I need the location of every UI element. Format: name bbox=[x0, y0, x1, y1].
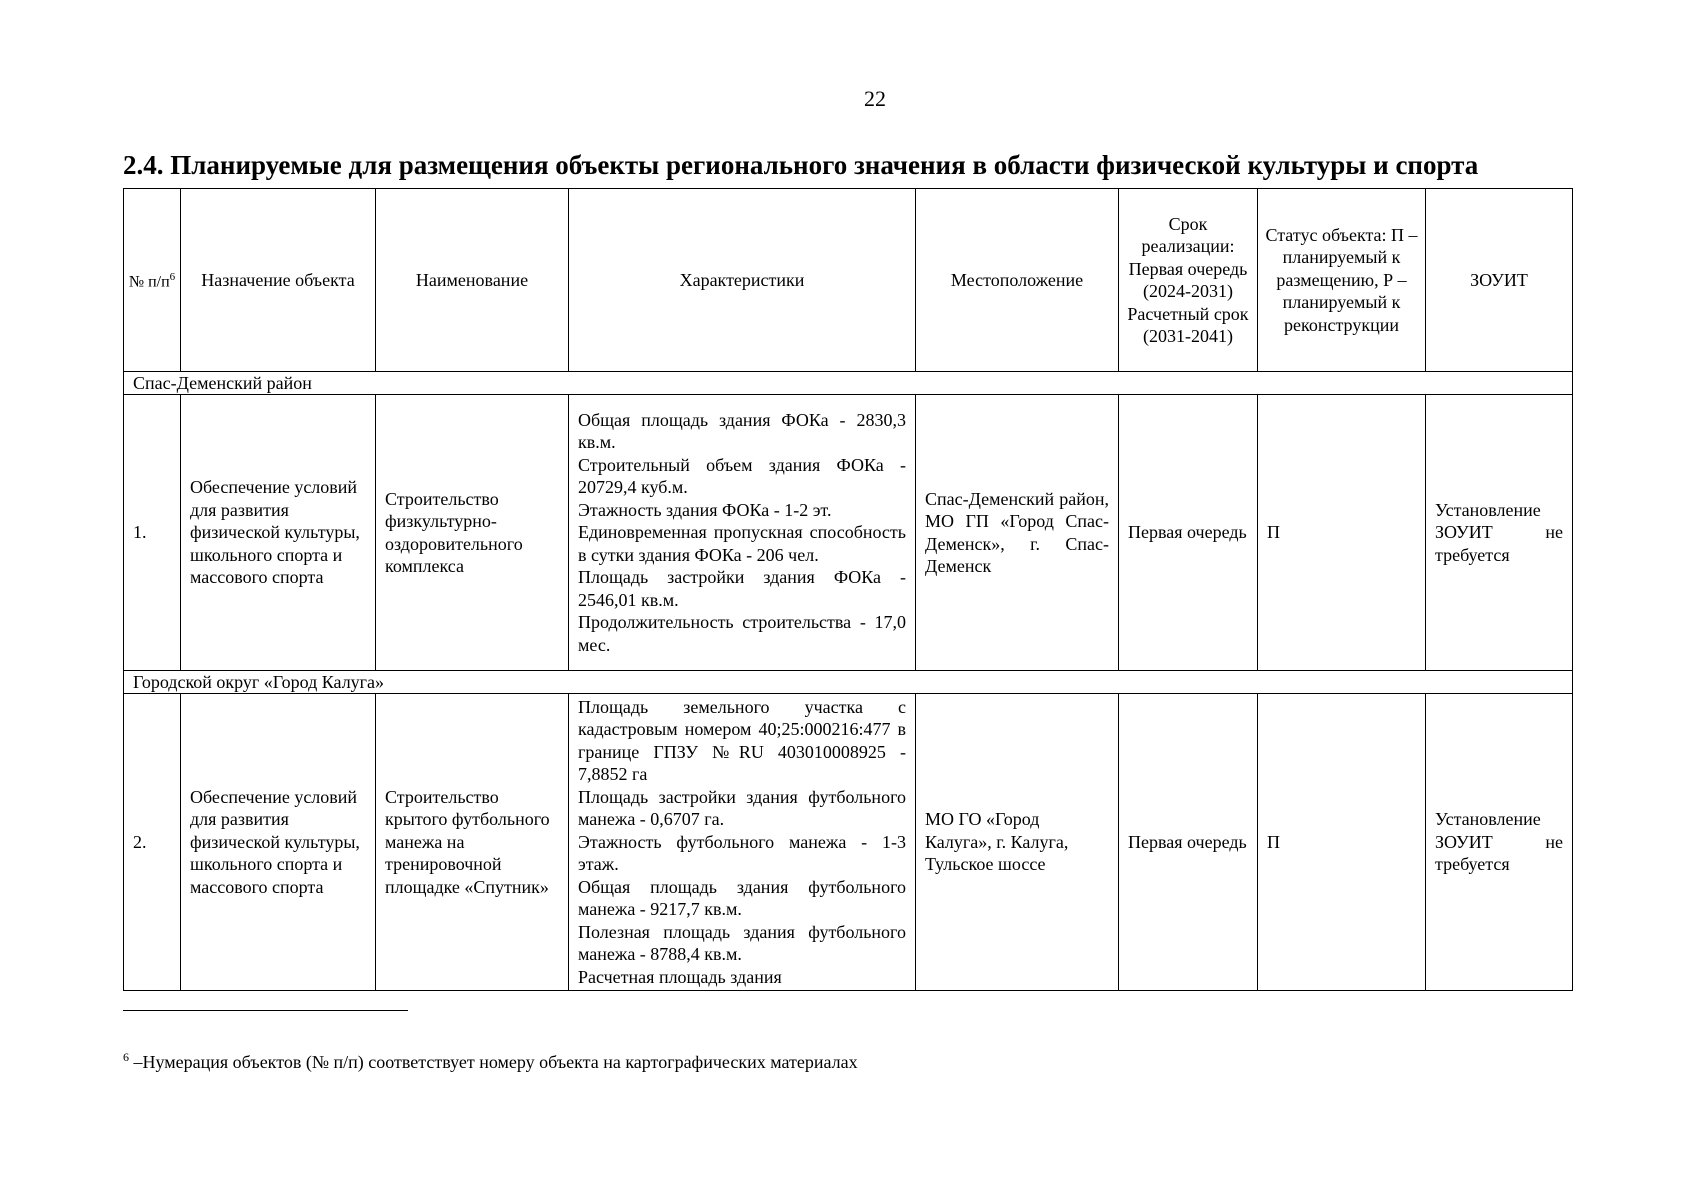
header-characteristics: Характеристики bbox=[569, 189, 916, 372]
footnote: $^6$ –Нумерация объектов (№ п/п) соответствует номеру объекта на картографических материалах bbox=[123, 1050, 858, 1072]
characteristic-line: Этажность футбольного манежа - 1-3 этаж. bbox=[578, 831, 906, 875]
row-zouit: Установление ЗОУИТ не требуется bbox=[1426, 395, 1573, 671]
row-purpose: Обеспечение условий для развития физической культуры, школьного спорта и массового спорта bbox=[181, 694, 376, 991]
row-zouit: Установление ЗОУИТ не требуется bbox=[1426, 694, 1573, 991]
characteristic-line: Строительный объем здания ФОКа - 20729,4 куб.м. bbox=[578, 454, 906, 498]
row-num: 1. bbox=[124, 395, 181, 671]
characteristic-line: Расчетная площадь здания bbox=[578, 966, 782, 987]
page-number: 22 bbox=[864, 86, 886, 111]
row-purpose: Обеспечение условий для развития физической культуры, школьного спорта и массового спорта bbox=[181, 395, 376, 671]
characteristic-line: Общая площадь здания футбольного манежа - 9217,7 кв.м. bbox=[578, 876, 906, 920]
row-status: П bbox=[1258, 694, 1426, 991]
header-purpose: Назначение объекта bbox=[181, 189, 376, 372]
characteristic-line: Площадь застройки здания футбольного манежа - 0,6707 га. bbox=[578, 786, 906, 830]
objects-table bbox=[123, 188, 1573, 991]
header-num: № $п/п^6$ bbox=[124, 189, 181, 372]
header-term: Срок реализации: Первая очередь (2024-2031) Расчетный срок (2031-2041) bbox=[1119, 189, 1258, 372]
row-characteristics bbox=[569, 694, 916, 991]
characteristic-line: Общая площадь здания ФОКа - 2830,3 кв.м. bbox=[578, 409, 906, 453]
row-location: МО ГО «Город Калуга», г. Калуга, Тульское шоссе bbox=[916, 694, 1119, 991]
header-location: Местоположение bbox=[916, 189, 1119, 372]
row-num: 2. bbox=[124, 694, 181, 991]
section-title: Спас-Деменский район bbox=[124, 372, 1573, 395]
header-name: Наименование bbox=[376, 189, 569, 372]
characteristic-line: Единовременная пропускная способность в сутки здания ФОКа - 206 чел. bbox=[578, 522, 906, 565]
characteristic-line: Этажность здания ФОКа - 1-2 эт. bbox=[578, 499, 832, 520]
characteristic-line: Площадь земельного участка с кадастровым номером 40;25:000216:477 в границе ГПЗУ №RU 403010008925 - 7,8852 га bbox=[578, 696, 906, 785]
row-term: Первая очередь bbox=[1119, 395, 1258, 671]
table-row bbox=[124, 694, 1573, 991]
table-row bbox=[124, 395, 1573, 671]
row-term: Первая очередь bbox=[1119, 694, 1258, 991]
footnote-divider bbox=[123, 1010, 408, 1011]
row-name: Строительство крытого футбольного манежа на тренировочной площадке «Спутник» bbox=[376, 694, 569, 991]
section-heading: 2.4. Планируемые для размещения объекты регионального значения в области физической культуры и спорта bbox=[123, 150, 1479, 180]
header-zouit: ЗОУИТ bbox=[1426, 189, 1573, 372]
row-characteristics bbox=[569, 395, 916, 671]
section-row bbox=[124, 372, 1573, 395]
header-status: Статус объекта: П – планируемый к размещению, Р – планируемый к реконструкции bbox=[1258, 189, 1426, 372]
characteristic-line: Полезная площадь здания футбольного манежа - 8788,4 кв.м. bbox=[578, 921, 906, 965]
characteristic-line: Площадь застройки здания ФОКа - 2546,01 кв.м. bbox=[578, 567, 906, 610]
characteristic-line: Продолжительность строительства - 17,0 мес. bbox=[578, 612, 906, 655]
row-name: Строительство физкультурно-оздоровительного комплекса bbox=[376, 395, 569, 671]
table-header-row bbox=[124, 189, 1573, 372]
section-title: Городской округ «Город Калуга» bbox=[124, 671, 1573, 694]
section-row bbox=[124, 671, 1573, 694]
row-status: П bbox=[1258, 395, 1426, 671]
row-location: Спас-Деменский район, МО ГП «Город Спас-Деменск», г. Спас-Деменск bbox=[916, 395, 1119, 671]
